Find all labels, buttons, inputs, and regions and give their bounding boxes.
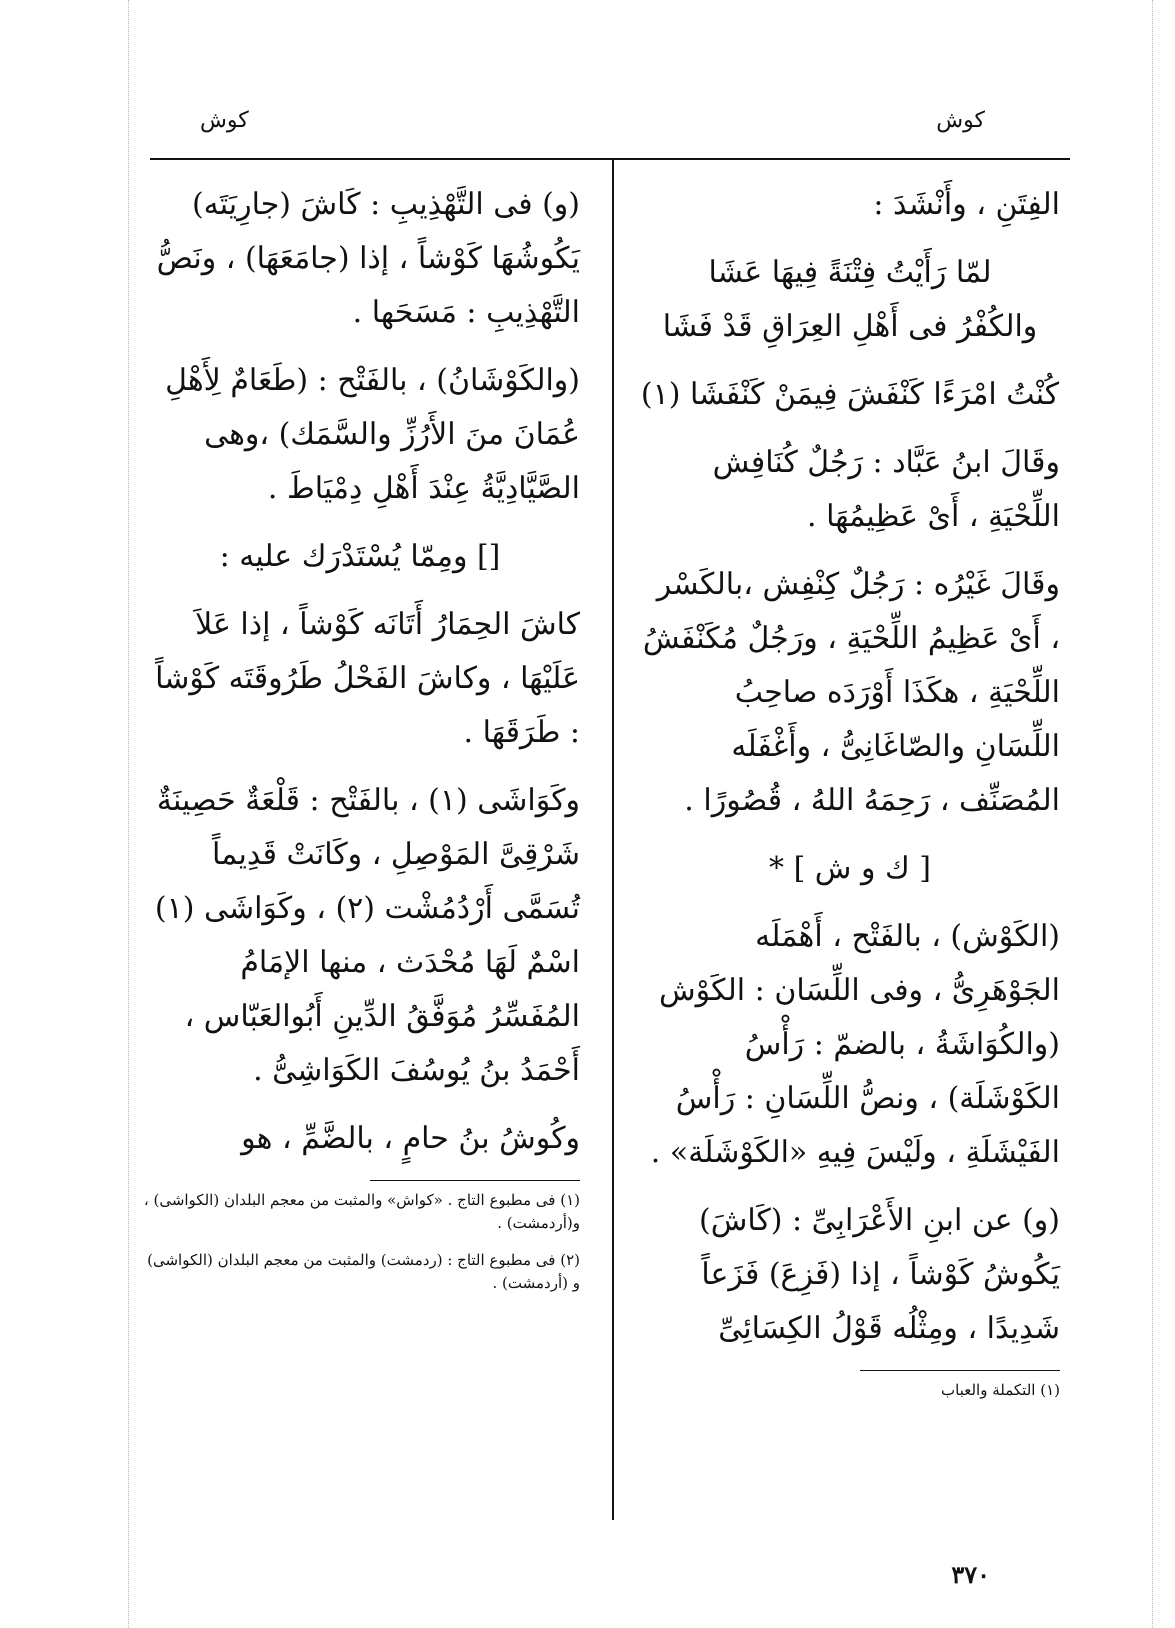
verse-line: كُنْتُ امْرَءًا كَنْفَشَ فِيمَنْ كَنْفَشَا (١) [640, 377, 1060, 412]
footnote: (٢) فى مطبوع التاج : (ردمشت) والمثبت من معجم البلدان (الكواشى) و (أردمشت) . [147, 1251, 580, 1292]
footnote: (١) فى مطبوع التاج . «كواش» والمثبت من معجم البلدان (الكواشى) ، و(أردمشت) . [143, 1191, 580, 1232]
paragraph: وقَالَ غَيْرُه : رَجُلٌ كِنْفِش ،بالكَسْر ، أَىْ عَظِيمُ اللِّحْيَةِ ، ورَجُلٌ مُكَنْفَشُ اللِّحْيَةِ ، هكَذَا أَوْرَدَه صاحِبُ اللِّسَانِ والصّاغَانِىُّ ، وأَغْفَلَه المُصَنِّف ، رَحِمَهُ اللهُ ، قُصُورًا . [642, 567, 1060, 818]
margin-dots-left [128, 0, 129, 1628]
running-header-left: كوش [200, 108, 249, 133]
paragraph: كاشَ الحِمَارُ أَتَانَه كَوْشاً ، إذا عَلاَ عَلَيْهَا ، وكاشَ الفَحْلُ طَرُوقَتَه كَوْشاً : طَرَقَهَا . [155, 607, 580, 750]
footnote-rule [370, 1180, 580, 1181]
verse-line: لمّا رَأَيْتُ فِتْنَةً فِيهَا عَشَا [708, 255, 992, 290]
paragraph: وكَوَاشَى (١) ، بالفَتْح : قَلْعَةٌ حَصِينَةٌ شَرْقِىَّ المَوْصِلِ ، وكَانَتْ قَدِيماً تُسَمَّى أَرْدُمُشْت (٢) ، وكَوَاشَى (١) اسْمٌ لَهَا مُحْدَث ، منها الإمَامُ المُفَسِّرُ مُوَفَّقُ الدِّينِ أَبُوالعَبّاس ، أَحْمَدُ بنُ يُوسُفَ الكَوَاشِىُّ . [154, 783, 580, 1088]
column-divider [612, 160, 614, 1520]
footnote: (١) التكملة والعباب [941, 1381, 1060, 1399]
right-column [640, 178, 1060, 1416]
paragraph: الفِتَنِ ، وأَنْشَدَ : [873, 187, 1060, 222]
entry-heading: [ ك و ش ] * [769, 851, 931, 886]
footnote-rule [860, 1370, 1060, 1371]
paragraph: (و) فى التَّهْذِيبِ : كَاشَ (جارِيَتَه) يَكُوشُهَا كَوْشاً ، إذا (جامَعَهَا) ، ونَصُّ التَّهْذِيبِ : مَسَحَها . [156, 187, 580, 330]
paragraph: (والكَوْشَانُ) ، بالفَتْح : (طَعَامٌ لِأَهْلِ عُمَانَ منَ الأَرُزِّ والسَّمَك) ،وهى الصَّيَّادِيَّةُ عِنْدَ أَهْلِ دِمْيَاطَ . [165, 363, 580, 506]
verse-line: والكُفْرُ فى أَهْلِ العِرَاقِ قَدْ فَشَا [662, 309, 1038, 344]
paragraph: وقَالَ ابنُ عَبَّاد : رَجُلٌ كُنَافِش اللِّحْيَةِ ، أَىْ عَظِيمُهَا . [712, 445, 1060, 534]
header-rule [150, 158, 1070, 160]
margin-dots-right [1152, 0, 1153, 1628]
page-number: ٣٧٠ [951, 1560, 990, 1589]
paragraph: وكُوشُ بنُ حامٍ ، بالضَّمِّ ، هو [241, 1121, 580, 1156]
running-header-right: كوش [936, 108, 985, 133]
section-heading: [] ومِمّا يُسْتَدْرَك عليه : [219, 539, 501, 574]
paragraph: (الكَوْش) ، بالفَتْح ، أَهْمَلَه الجَوْهَرِىُّ ، وفى اللِّسَان : الكَوْش (والكُوَاشَةُ ، بالضمّ : رَأْسُ الكَوْشَلَة) ، ونصُّ اللِّسَانِ : رَأْسُ الفَيْشَلَةِ ، ولَيْسَ فِيهِ «الكَوْشَلَة» . [650, 919, 1060, 1170]
paragraph: (و) عن ابنِ الأَعْرَابِىِّ : (كَاشَ) يَكُوشُ كَوْشاً ، إذا (فَزِعَ) فَزَعاً شَدِيدًا ، ومِثْلُه قَوْلُ الكِسَائِىِّ [699, 1203, 1060, 1346]
left-column [140, 178, 580, 1309]
